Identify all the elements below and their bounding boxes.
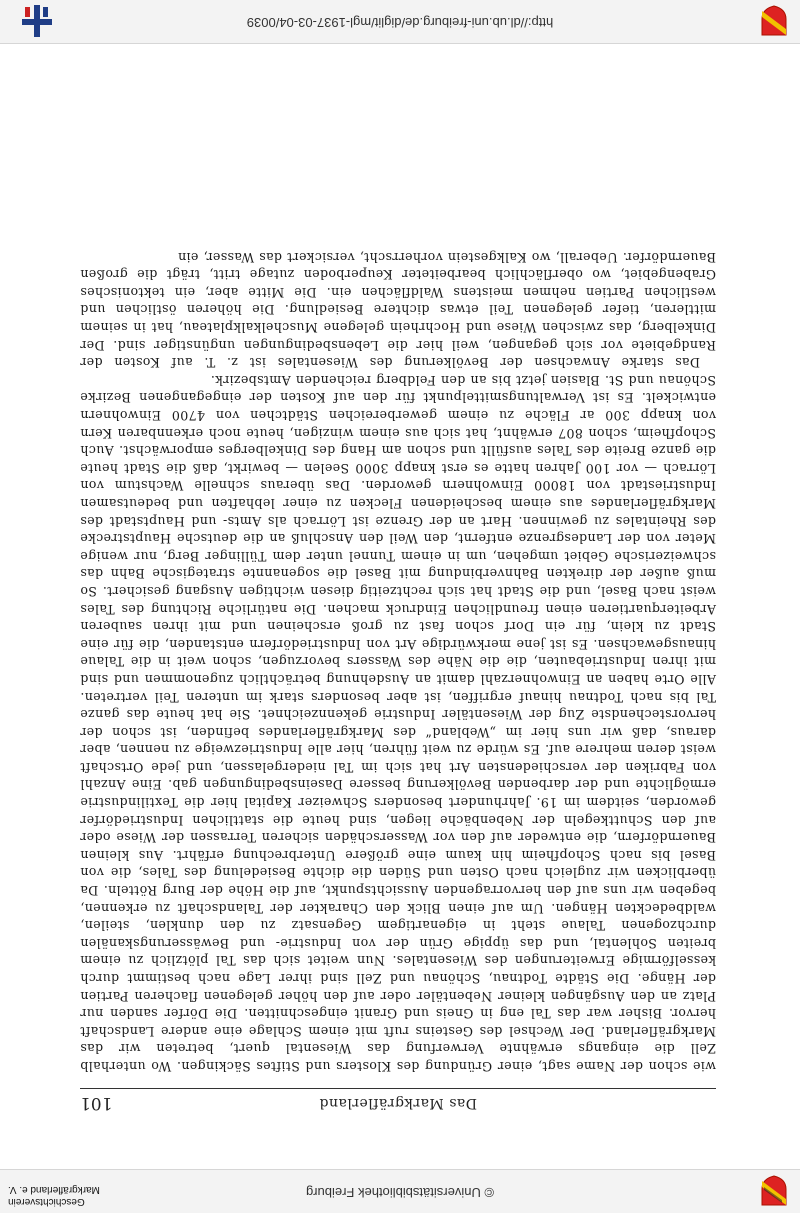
document-url[interactable]: http://dl.ub.uni-freiburg.de/diglit/mgl-1937-03-04/0039	[246, 15, 554, 30]
running-title: Das Markgräflerland	[319, 1095, 478, 1111]
society-sublabel: Markgräflerland e. V.	[8, 1184, 100, 1195]
document-page	[80, 63, 716, 1153]
viewer-bottom-bar	[0, 0, 800, 44]
paragraph: Das starke Anwachsen der Bevölkerung des Wiesentales ist z. T. auf Kosten der Randgebiete vor sich gegangen, weil hier die Lebensbedingungen ungünstiger sind. Der Dinkelberg, das zwischen Wiese und Hochrhein gelegene Muschelkalkplateau, hat in seinem mittleren, tiefer gelegenen Teil etwas dichtere Besiedlung. Die höheren östlichen und westlichen Partien nehmen meistens Waldflächen ein. Die Mitte aber, ein tektonisches Grabengebiet, wo oberflächlich bearbeiteter Keuperboden zutage tritt, trägt die großen Bauerndörfer. Ueberall, wo Kalkgestein vorherrscht, versickert das Wasser, ein	[80, 249, 716, 371]
paragraph: wie schon der Name sagt, einer Gründung des Klosters und Stiftes Säckingen. Wo unterhalb Zell die eingangs erwähnte Verwerfung das Wiesental quert, betreten wir das Markgräflerland. Der Wechsel des Gesteins ruft mit einem Schlage eine andere Landschaft hervor. Bisher war das Tal eng in Gneis und Granit eingeschnitten. Die Dörfer sanden nur Platz an den Ausgängen kleiner Nebentäler oder auf den höher gelegenen flacheren Partien der Hänge. Die Städte Todtnau, Schönau und Zell sind ihrer Lage nach bestimmt durch kesselförmige Erweiterungen des Wiesentales. Nun weitet sich das Tal plötzlich zu einem breiten Sohlental, und das üppige Grün der von Industrie- und Bewässerungskanälen durchzogenen Talaue steht in eigenartigem Gegensatz zu den dunklen, steilen, waldbedeckten Hängen. Um auf einen Blick den Charakter der Talandschaft zu erkennen, begeben wir uns auf den hervorragenden Aussichtspunkt, auf die Höhe der Burg Rötteln. Da überblicken wir zugleich nach Osten und Süden die dichte Besiedelung des Tales, die von Basel bis nach Schopfheim hin kaum eine größere Unterbrechung erfährt. Aus kleinen Bauerndörfern, die entweder auf den vor Wasserschäden sicheren Terrassen der Wiese oder auf den Schuttkegeln der Nebenbäche liegen, sind heute die stattlichen Industriedörfer geworden, seitdem im 19. Jahrhundert besonders Schweizer Kapital hier die Textilindustrie ermöglichte und der darbenden Bevölkerung bessere Daseinsbedingungen gab. Eine Anzahl von Fabriken der verschiedensten Art hat sich im Tal niedergelassen, und jede Ortschaft weist deren mehrere auf. Es würde zu weit führen, hier alle Industriezweige zu nennen, aber daraus, daß wir uns hier im „Webland“ des Markgräflerlandes befinden, ist schon der hervorstechendste Zug der Wiesentäler Industrie gekennzeichnet. Sie hat heute das ganze Tal bis nach Todtnau hinauf ergriffen, ist aber besonders stark im unteren Teil vertreten. Alle Orte haben an Einwohnerzahl damit an Ausdehnung beträchtlich zugenommen und sind mit ihren Industriebauten, die die Nähe des Wassers bevorzugen, schon weit in die Talaue hinausgewachsen. Es ist jene merkwürdige Art von Industriedörfern entstanden, die für eine Stadt zu klein, für ein Dorf schon fast zu groß erscheinen und mit ihren sauberen Arbeiterquartieren einen freundlichen Eindruck machen. Die natürliche Richtung des Tales weist nach Basel, und die Stadt hat sich rechtzeitig diesen wichtigen Ausgang gesichert. So muß außer der direkten Bahnverbindung mit Basel die sogenannte strategische Bahn das schweizerische Gebiet umgehen, um in einem Tunnel unter dem Tüllinger Berg, nur wenige Meter von der Landesgrenze entfernt, den Weil den Anschluß an die deutsche Hauptstrecke des Rheintales zu gewinnen. Hart an der Grenze ist Lörrach als Amts- und Hauptstadt des Markgräflerlandes aus einem bescheidenen Flecken zu einer lebhaften und bedeutsamen Industriestadt von 18000 Einwohnern geworden. Das überaus schnelle Wachstum von Lörrach — vor 100 Jahren hatte es erst knapp 3000 Seelen — bewirkt, daß die Stadt heute die ganze Breite des Tales ausfüllt und schon am Hang des Dinkelberges emporwächst. Auch Schopfheim, schon 807 erwähnt, hat sich aus einem winzigen, heute noch erkennbaren Kern von knapp 300 ar Fläche zu einem gewerbereichen Städtchen von 4700 Einwohnern entwickelt. Es ist Verwaltungsmittelpunkt für den auf Kosten der eingegangenen Bezirke Schönau und St. Blasien jetzt bis an den Feldberg reichenden Amtsbezirk.	[80, 372, 716, 1074]
society-name	[8, 1183, 100, 1207]
society-label: Geschichtsverein	[8, 1196, 85, 1207]
viewer-top-bar	[0, 1169, 800, 1213]
page-number: 101	[80, 1093, 113, 1113]
library-logo-icon	[12, 5, 60, 37]
page-header	[80, 1088, 716, 1113]
body-text	[80, 248, 716, 1075]
copyright-notice: © Universitätsbibliothek Freiburg	[305, 1185, 495, 1200]
